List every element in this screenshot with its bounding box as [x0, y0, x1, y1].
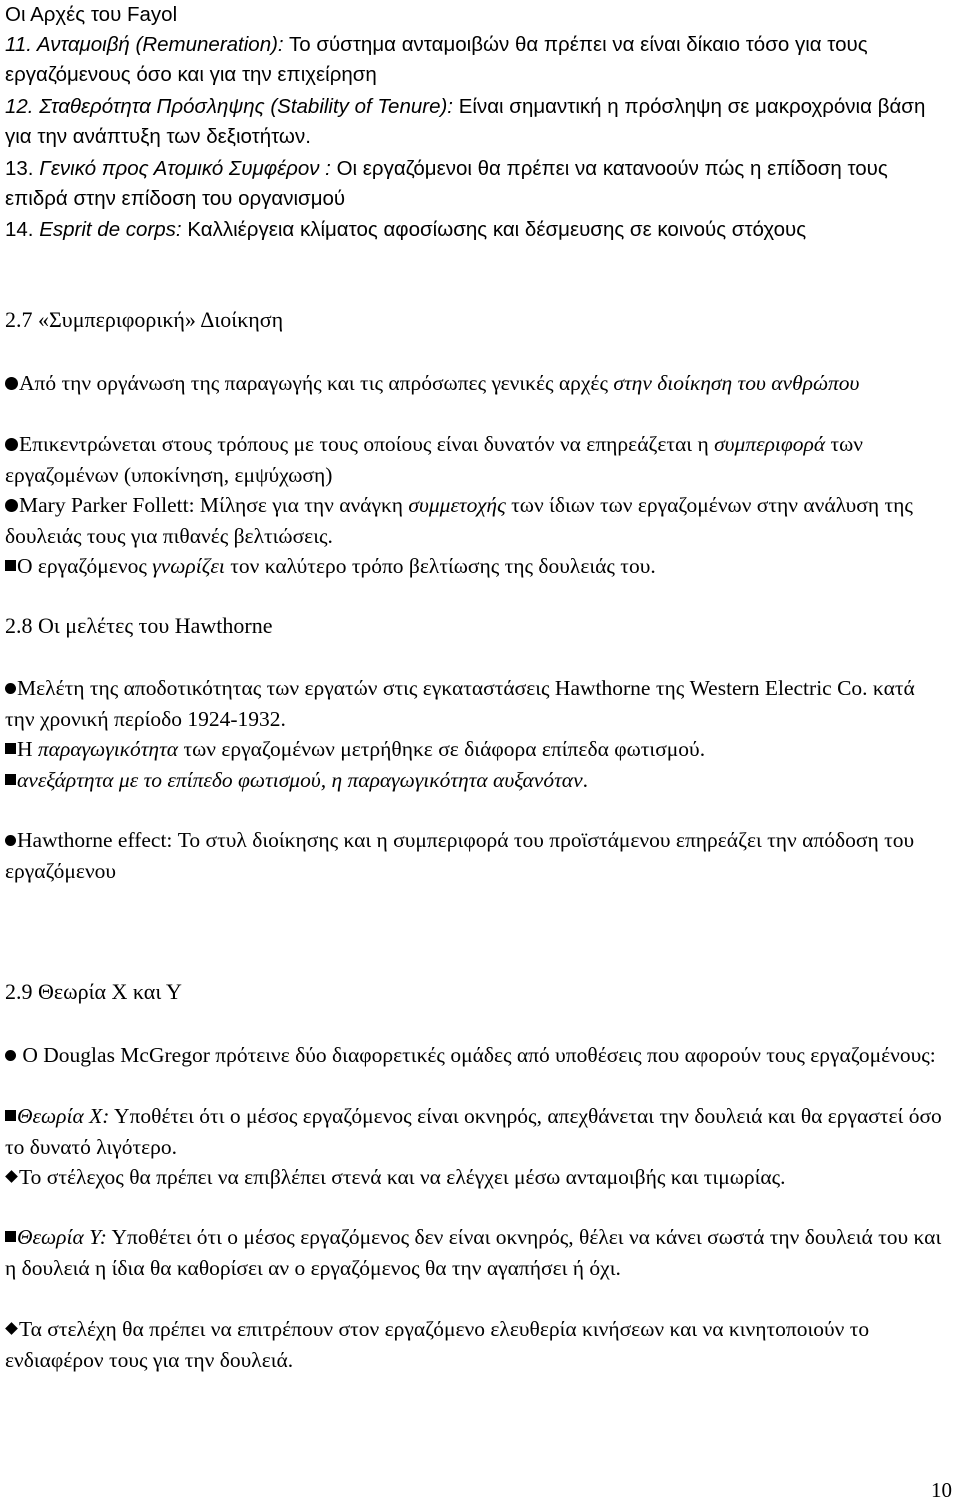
- bullet-circle-icon: [5, 683, 16, 694]
- bullet-circle-icon: [5, 377, 18, 390]
- section-2-8-heading: 2.8 Οι μελέτες του Hawthorne: [5, 613, 273, 638]
- page-number: 10: [931, 1478, 952, 1502]
- s27-bullet-1: Από την οργάνωση της παραγωγής και τις απρόσωπες γενικές αρχές στην διοίκηση του ανθρώπου: [5, 368, 945, 399]
- principle-12-label: 12. Σταθερότητα Πρόσληψης (Stability of Tenure):: [5, 95, 454, 118]
- s29-bullet-2: Θεωρία Χ: Υποθέτει ότι ο μέσος εργαζόμενος είναι οκνηρός, απεχθάνεται την δουλειά και θα εργαστεί όσο το δυνατό λιγότερο.: [5, 1104, 942, 1159]
- bullet-square-icon: [5, 1110, 16, 1121]
- s28-bullet-2: Η παραγωγικότητα των εργαζομένων μετρήθηκε σε διάφορα επίπεδα φωτισμού.: [5, 734, 945, 765]
- principle-13-text: Οι εργαζόμενοι θα πρέπει να κατανοούν πώς η επίδοση τους επιδρά στην επίδοση του οργανισμού: [5, 157, 888, 210]
- fayol-title: Οι Αρχές του Fayol: [5, 3, 178, 26]
- s28-bullet-4: Hawthorne effect: Το στυλ διοίκησης και η συμπεριφορά του προϊστάμενου επηρεάζει την απόδοση του εργαζόμενου: [5, 828, 915, 883]
- bullet-square-icon: [5, 1231, 16, 1242]
- principle-11: [5, 30, 945, 90]
- principle-14: 14. Esprit de corps: Καλλιέργεια κλίματος αφοσίωσης και δέσμευσης σε κοινούς στόχους: [5, 218, 807, 241]
- s29-bullet-3: Το στέλεχος θα πρέπει να επιβλέπει στενά και να ελέγχει μέσω ανταμοιβής και τιμωρίας.: [5, 1162, 945, 1193]
- s28-bullet-1: Μελέτη της αποδοτικότητας των εργατών στις εγκαταστάσεις Hawthorne της Western Electric Co. κατά την χρονική περίοδο 1924-1932.: [5, 676, 915, 731]
- principle-13-label: Γενικό προς Ατομικό Συμφέρον :: [39, 157, 331, 180]
- s27-bullet-3: Mary Parker Follett: Μίλησε για την ανάγκη συμμετοχής των ίδιων των εργαζομένων στην ανάλυση της δουλειάς τους για πιθανές βελτιώσεις.: [5, 493, 913, 548]
- s29-bullet-1: Ο Douglas McGregor πρότεινε δύο διαφορετικές ομάδες από υποθέσεις που αφορούν τους εργαζομένους:: [5, 1040, 945, 1071]
- s27-bullet-4: Ο εργαζόμενος γνωρίζει τον καλύτερο τρόπο βελτίωσης της δουλειάς του.: [5, 551, 945, 582]
- bullet-square-icon: [5, 560, 16, 571]
- bullet-circle-icon: [5, 499, 18, 512]
- bullet-circle-icon: [5, 835, 16, 846]
- principle-14-text: Καλλιέργεια κλίματος αφοσίωσης και δέσμευσης σε κοινούς στόχους: [181, 218, 807, 241]
- bullet-square-icon: [5, 774, 16, 785]
- principle-12-text: Είναι σημαντική η πρόσληψη σε μακροχρόνια βάση για την ανάπτυξη των δεξιοτήτων.: [5, 95, 926, 148]
- s29-bullet-5: Τα στελέχη θα πρέπει να επιτρέπουν στον εργαζόμενο ελευθερία κινήσεων και να κινητοποιούν το ενδιαφέρον τους για την δουλειά.: [5, 1317, 870, 1372]
- bullet-diamond-icon: [5, 1170, 18, 1183]
- s27-bullet-2: Επικεντρώνεται στους τρόπους με τους οποίους είναι δυνατόν να επηρεάζεται η συμπεριφορά των εργαζομένων (υποκίνηση, εμψύχωση): [5, 432, 864, 487]
- section-2-9-heading: 2.9 Θεωρία Χ και Υ: [5, 979, 182, 1004]
- section-2-7-heading: 2.7 «Συμπεριφορική» Διοίκηση: [5, 307, 284, 332]
- s28-bullet-3: ανεξάρτητα με το επίπεδο φωτισμού, η παραγωγικότητα αυξανόταν.: [5, 765, 945, 796]
- principle-11-label: 11. Ανταμοιβή (Remuneration):: [5, 33, 284, 56]
- principle-13: 13. Γενικό προς Ατομικό Συμφέρον : Οι εργαζόμενοι θα πρέπει να κατανοούν πώς η επίδοση τους επιδρά στην επίδοση του οργανισμού: [5, 157, 888, 210]
- principle-11-text: Το σύστημα ανταμοιβών θα πρέπει να είναι δίκαιο τόσο για τους εργαζόμενους όσο και για την επιχείρηση: [5, 33, 868, 86]
- principle-14-label: Esprit de corps:: [39, 218, 182, 241]
- bullet-circle-icon: [5, 1050, 16, 1061]
- bullet-circle-icon: [5, 438, 18, 451]
- bullet-square-icon: [5, 743, 16, 754]
- principle-12: [5, 92, 945, 152]
- s29-bullet-4: Θεωρία Υ: Υποθέτει ότι ο μέσος εργαζόμενος δεν είναι οκνηρός, θέλει να κάνει σωστά την δουλειά του και η δουλειά η ίδια θα καθορίσει αν ο εργαζόμενος θα την αγαπήσει ή όχι.: [5, 1225, 942, 1280]
- bullet-diamond-icon: [5, 1322, 18, 1335]
